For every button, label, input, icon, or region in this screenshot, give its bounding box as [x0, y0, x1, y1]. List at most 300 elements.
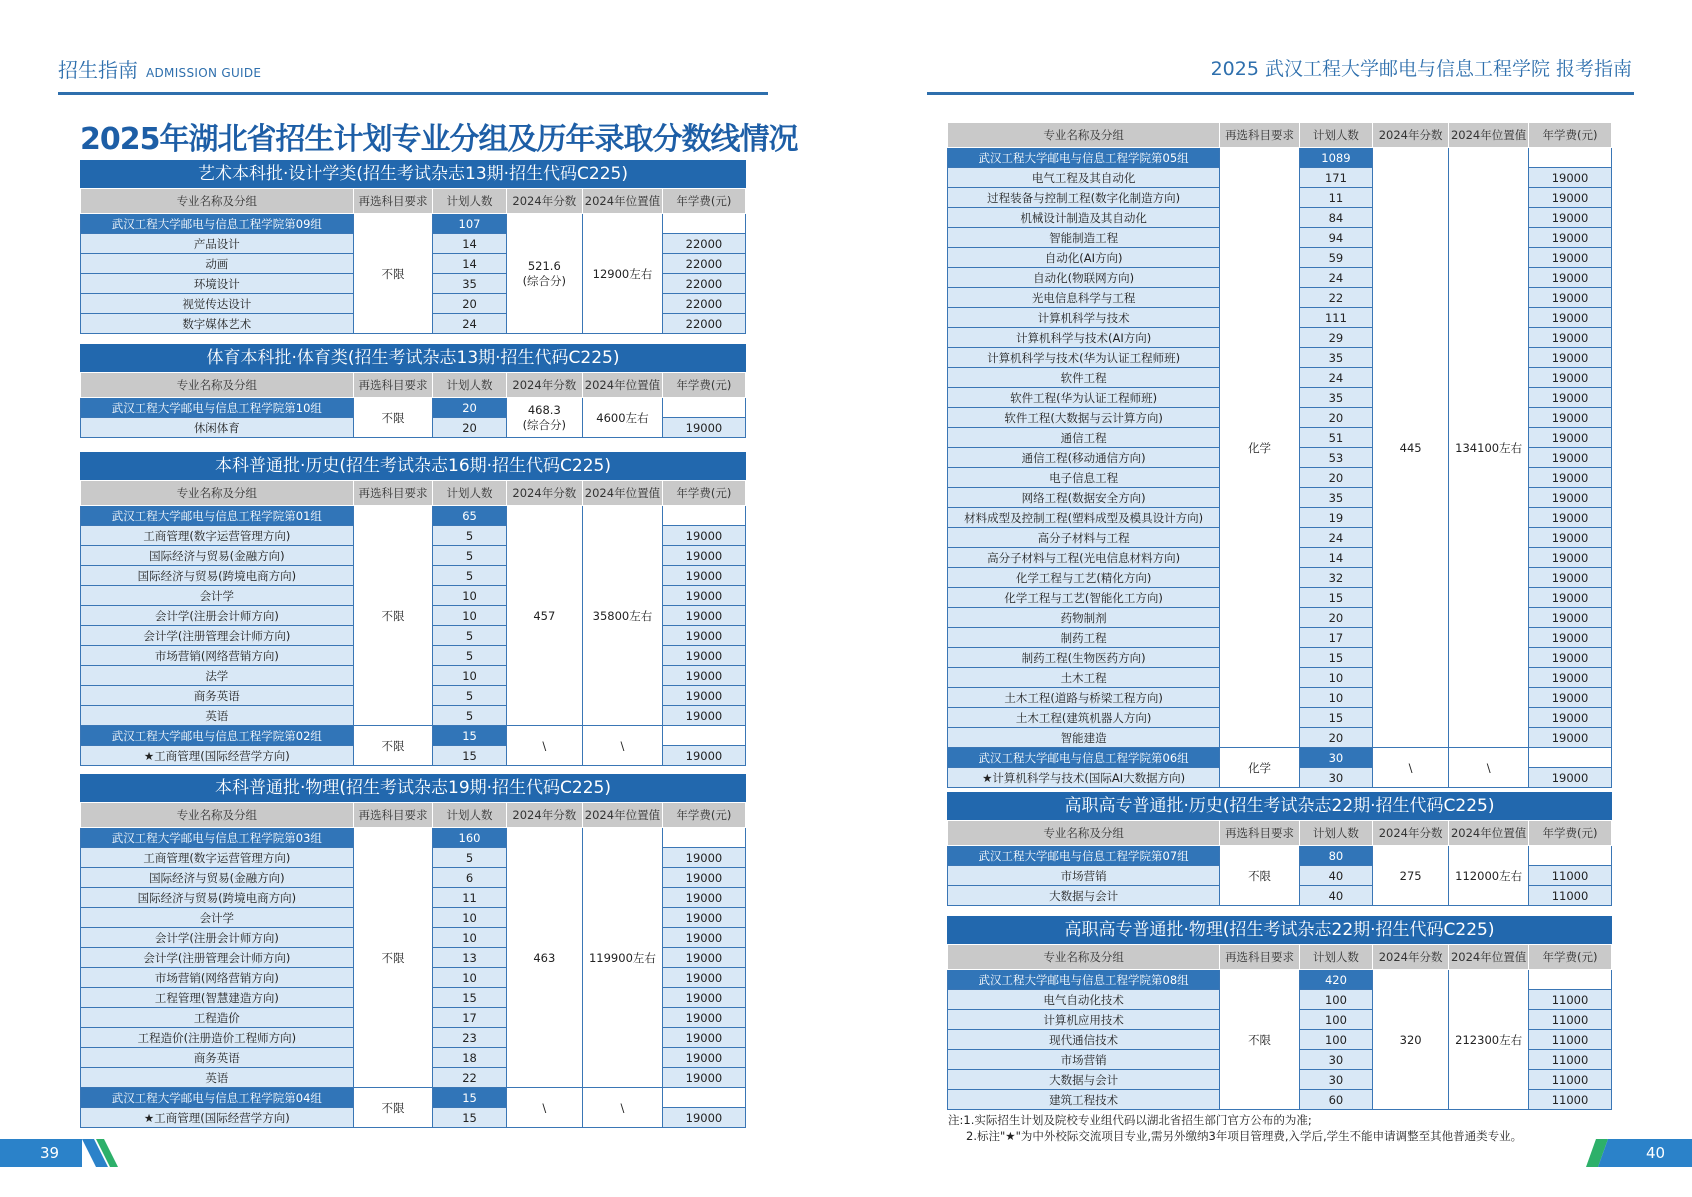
fee-empty [662, 398, 745, 418]
major-fee: 19000 [1528, 648, 1611, 668]
fee-empty [662, 1088, 745, 1108]
page-number-left: 39 [40, 1144, 60, 1162]
major-count: 15 [1299, 648, 1372, 668]
subject-requirement: 不限 [353, 726, 433, 766]
major-count: 20 [1299, 408, 1372, 428]
column-header: 2024年分数 [506, 189, 582, 214]
group-row [948, 970, 1612, 990]
rank-2024: 119900左右 [583, 828, 663, 1088]
column-header: 再选科目要求 [353, 373, 433, 398]
major-name: 数字媒体艺术 [81, 314, 354, 334]
major-count: 5 [433, 626, 506, 646]
major-name: 会计学(注册会计师方向) [81, 606, 354, 626]
major-count: 10 [433, 968, 506, 988]
column-header: 年学费(元) [662, 803, 745, 828]
admission-table [947, 122, 1612, 788]
major-count: 10 [433, 666, 506, 686]
major-fee: 19000 [1528, 688, 1611, 708]
major-name: 光电信息科学与工程 [948, 288, 1220, 308]
major-count: 30 [1299, 768, 1372, 788]
major-name: 市场营销(网络营销方向) [81, 968, 354, 988]
column-header: 2024年位置值 [583, 373, 663, 398]
section-title: 高职高专普通批·物理(招生考试杂志22期·招生代码C225) [947, 916, 1612, 944]
major-name: 商务英语 [81, 686, 354, 706]
major-fee: 22000 [662, 294, 745, 314]
score-2024: 463 [533, 950, 556, 965]
major-name: 会计学(注册管理会计师方向) [81, 626, 354, 646]
score-cell [1372, 148, 1448, 748]
subject-requirement: 不限 [353, 214, 433, 334]
major-count: 10 [1299, 688, 1372, 708]
column-header: 计划人数 [1299, 821, 1372, 846]
major-name: 会计学 [81, 908, 354, 928]
column-header: 计划人数 [433, 803, 506, 828]
column-header: 2024年分数 [1372, 945, 1448, 970]
major-fee: 19000 [662, 566, 745, 586]
major-name: 制药工程(生物医药方向) [948, 648, 1220, 668]
fee-empty [662, 828, 745, 848]
subject-requirement: 化学 [1220, 148, 1300, 748]
group-count: 30 [1299, 748, 1372, 768]
column-header: 再选科目要求 [353, 803, 433, 828]
fee-empty [662, 726, 745, 746]
score-cell [1372, 846, 1448, 906]
rank-2024: \ [583, 1088, 663, 1128]
major-fee: 19000 [1528, 208, 1611, 228]
major-count: 15 [1299, 588, 1372, 608]
major-fee: 19000 [1528, 388, 1611, 408]
major-name: 计算机科学与技术(AI方向) [948, 328, 1220, 348]
section-title: 本科普通批·历史(招生考试杂志16期·招生代码C225) [80, 452, 746, 480]
section-title: 本科普通批·物理(招生考试杂志19期·招生代码C225) [80, 774, 746, 802]
section-physics [80, 774, 746, 1128]
rank-2024: \ [583, 726, 663, 766]
major-fee: 19000 [662, 706, 745, 726]
major-count: 51 [1299, 428, 1372, 448]
rank-2024: 134100左右 [1449, 148, 1529, 748]
major-count: 15 [1299, 708, 1372, 728]
major-name: 动画 [81, 254, 354, 274]
major-name: 计算机应用技术 [948, 1010, 1220, 1030]
major-name: 工程造价(注册造价工程师方向) [81, 1028, 354, 1048]
major-fee: 19000 [662, 646, 745, 666]
major-count: 17 [433, 1008, 506, 1028]
major-name: 软件工程(华为认证工程师班) [948, 388, 1220, 408]
subject-requirement: 不限 [1220, 846, 1300, 906]
group-count: 160 [433, 828, 506, 848]
major-count: 10 [433, 606, 506, 626]
major-fee: 19000 [1528, 308, 1611, 328]
major-count: 22 [433, 1068, 506, 1088]
section-history [80, 452, 746, 766]
fee-empty [1528, 846, 1611, 866]
rank-2024: 12900左右 [583, 214, 663, 334]
column-header-row [81, 189, 746, 214]
major-fee: 19000 [1528, 428, 1611, 448]
group-row [948, 846, 1612, 866]
left-footer-ribbon [0, 1139, 120, 1167]
major-fee: 19000 [662, 908, 745, 928]
section-art [80, 160, 746, 334]
right-footer-ribbon [1572, 1139, 1692, 1167]
major-count: 14 [433, 254, 506, 274]
major-name: 智能制造工程 [948, 228, 1220, 248]
major-fee: 19000 [1528, 608, 1611, 628]
major-count: 100 [1299, 990, 1372, 1010]
group-count: 80 [1299, 846, 1372, 866]
score-cell [506, 726, 582, 766]
score-note: (综合分) [522, 417, 567, 432]
major-fee: 19000 [662, 418, 745, 438]
major-fee: 19000 [662, 1108, 745, 1128]
group-name: 武汉工程大学邮电与信息工程学院第05组 [948, 148, 1220, 168]
right-footer [1572, 1139, 1692, 1167]
column-header: 专业名称及分组 [81, 189, 354, 214]
column-header-row [81, 803, 746, 828]
column-header: 专业名称及分组 [81, 373, 354, 398]
major-count: 14 [433, 234, 506, 254]
left-header [58, 54, 261, 83]
major-fee: 19000 [662, 968, 745, 988]
major-name: 自动化(物联网方向) [948, 268, 1220, 288]
major-name: 通信工程 [948, 428, 1220, 448]
major-count: 24 [433, 314, 506, 334]
major-count: 35 [1299, 348, 1372, 368]
major-count: 24 [1299, 268, 1372, 288]
score-cell [506, 1088, 582, 1128]
group-name: 武汉工程大学邮电与信息工程学院第01组 [81, 506, 354, 526]
major-fee: 19000 [1528, 168, 1611, 188]
major-fee: 19000 [1528, 768, 1611, 788]
major-count: 35 [433, 274, 506, 294]
major-count: 5 [433, 546, 506, 566]
note-2: 2.标注"★"为中外校际交流项目专业,需另外缴纳3年项目管理费,入学后,学生不能申请调整至其他普通类专业。 [966, 1129, 1523, 1143]
score-2024: \ [542, 738, 547, 753]
group-row [81, 828, 746, 848]
major-count: 40 [1299, 886, 1372, 906]
major-count: 30 [1299, 1070, 1372, 1090]
major-name: 机械设计制造及其自动化 [948, 208, 1220, 228]
major-fee: 19000 [662, 988, 745, 1008]
column-header: 2024年位置值 [1449, 123, 1529, 148]
rank-2024: 35800左右 [583, 506, 663, 726]
major-name: 法学 [81, 666, 354, 686]
major-fee: 19000 [662, 1068, 745, 1088]
admission-table [947, 944, 1612, 1110]
major-count: 35 [1299, 388, 1372, 408]
column-header: 计划人数 [1299, 123, 1372, 148]
major-count: 15 [433, 746, 506, 766]
major-count: 5 [433, 848, 506, 868]
section-sports [80, 344, 746, 438]
major-name: 建筑工程技术 [948, 1090, 1220, 1110]
major-name: 市场营销 [948, 1050, 1220, 1070]
column-header: 专业名称及分组 [948, 821, 1220, 846]
column-header: 2024年分数 [1372, 123, 1448, 148]
major-name: 环境设计 [81, 274, 354, 294]
major-count: 5 [433, 646, 506, 666]
group-count: 15 [433, 726, 506, 746]
major-name: 国际经济与贸易(金融方向) [81, 546, 354, 566]
score-2024: \ [542, 1100, 547, 1115]
column-header: 再选科目要求 [353, 481, 433, 506]
major-name: 计算机科学与技术(华为认证工程师班) [948, 348, 1220, 368]
score-note: (综合分) [522, 273, 567, 288]
major-fee: 19000 [1528, 348, 1611, 368]
major-count: 18 [433, 1048, 506, 1068]
major-name: 土木工程 [948, 668, 1220, 688]
major-count: 10 [433, 586, 506, 606]
major-count: 10 [433, 908, 506, 928]
major-name: 会计学(注册会计师方向) [81, 928, 354, 948]
score-2024: 445 [1399, 440, 1422, 455]
left-header-subtitle: ADMISSION GUIDE [146, 66, 262, 80]
major-fee: 19000 [1528, 248, 1611, 268]
major-name: 土木工程(建筑机器人方向) [948, 708, 1220, 728]
column-header: 2024年分数 [506, 373, 582, 398]
major-count: 6 [433, 868, 506, 888]
group-name: 武汉工程大学邮电与信息工程学院第02组 [81, 726, 354, 746]
group-name: 武汉工程大学邮电与信息工程学院第08组 [948, 970, 1220, 990]
score-cell [1372, 748, 1448, 788]
column-header: 2024年分数 [506, 481, 582, 506]
score-cell [506, 398, 582, 438]
page-title: 2025年湖北省招生计划专业分组及历年录取分数线情况 [80, 122, 798, 157]
column-header: 计划人数 [1299, 945, 1372, 970]
column-header: 年学费(元) [1528, 123, 1611, 148]
major-count: 11 [433, 888, 506, 908]
major-fee: 11000 [1528, 886, 1611, 906]
column-header: 计划人数 [433, 189, 506, 214]
major-count: 29 [1299, 328, 1372, 348]
major-name: ★计算机科学与技术(国际AI大数据方向) [948, 768, 1220, 788]
major-name: 国际经济与贸易(金融方向) [81, 868, 354, 888]
major-count: 20 [433, 418, 506, 438]
right-header: 2025 武汉工程大学邮电与信息工程学院 报考指南 [1210, 58, 1632, 80]
major-fee: 22000 [662, 314, 745, 334]
major-name: ★工商管理(国际经营学方向) [81, 1108, 354, 1128]
major-fee: 19000 [1528, 548, 1611, 568]
major-count: 84 [1299, 208, 1372, 228]
major-fee: 19000 [1528, 528, 1611, 548]
admission-table [80, 188, 746, 334]
major-name: ★工商管理(国际经营学方向) [81, 746, 354, 766]
page-number-right: 40 [1646, 1144, 1666, 1162]
major-name: 化学工程与工艺(精化方向) [948, 568, 1220, 588]
major-count: 20 [1299, 608, 1372, 628]
major-fee: 19000 [662, 686, 745, 706]
fee-empty [1528, 970, 1611, 990]
major-fee: 19000 [1528, 368, 1611, 388]
major-name: 药物制剂 [948, 608, 1220, 628]
major-fee: 19000 [1528, 448, 1611, 468]
major-name: 市场营销(网络营销方向) [81, 646, 354, 666]
subject-requirement: 不限 [353, 398, 433, 438]
rank-2024: 4600左右 [583, 398, 663, 438]
column-header: 2024年位置值 [583, 803, 663, 828]
major-name: 会计学(注册管理会计师方向) [81, 948, 354, 968]
major-fee: 19000 [1528, 468, 1611, 488]
column-header: 再选科目要求 [1220, 123, 1300, 148]
major-name: 商务英语 [81, 1048, 354, 1068]
major-fee: 19000 [662, 526, 745, 546]
major-name: 国际经济与贸易(跨境电商方向) [81, 888, 354, 908]
group-count: 20 [433, 398, 506, 418]
score-2024: 457 [533, 608, 556, 623]
major-name: 化学工程与工艺(智能化工方向) [948, 588, 1220, 608]
major-fee: 19000 [662, 1008, 745, 1028]
major-fee: 11000 [1528, 1050, 1611, 1070]
major-fee: 19000 [662, 1048, 745, 1068]
group-name: 武汉工程大学邮电与信息工程学院第07组 [948, 846, 1220, 866]
major-count: 11 [1299, 188, 1372, 208]
major-name: 制药工程 [948, 628, 1220, 648]
column-header: 计划人数 [433, 481, 506, 506]
major-fee: 19000 [662, 948, 745, 968]
major-count: 5 [433, 706, 506, 726]
major-count: 15 [433, 1108, 506, 1128]
group-row [81, 398, 746, 418]
subject-requirement: 不限 [353, 828, 433, 1088]
major-name: 工商管理(数字运营管理方向) [81, 526, 354, 546]
rank-2024: 112000左右 [1449, 846, 1529, 906]
group-count: 15 [433, 1088, 506, 1108]
major-count: 100 [1299, 1010, 1372, 1030]
major-count: 5 [433, 526, 506, 546]
fee-empty [662, 214, 745, 234]
score-2024: 320 [1399, 1032, 1422, 1047]
major-name: 网络工程(数据安全方向) [948, 488, 1220, 508]
score-cell [506, 828, 582, 1088]
column-header: 年学费(元) [662, 373, 745, 398]
subject-requirement: 不限 [1220, 970, 1300, 1110]
major-name: 休闲体育 [81, 418, 354, 438]
major-name: 市场营销 [948, 866, 1220, 886]
column-header: 专业名称及分组 [81, 803, 354, 828]
major-name: 英语 [81, 1068, 354, 1088]
score-2024: 468.3 [527, 402, 561, 417]
major-name: 智能建造 [948, 728, 1220, 748]
major-fee: 22000 [662, 254, 745, 274]
major-name: 土木工程(道路与桥梁工程方向) [948, 688, 1220, 708]
major-name: 会计学 [81, 586, 354, 606]
major-name: 工程造价 [81, 1008, 354, 1028]
column-header-row [81, 481, 746, 506]
column-header: 专业名称及分组 [948, 945, 1220, 970]
fee-empty [662, 506, 745, 526]
major-name: 高分子材料与工程(光电信息材料方向) [948, 548, 1220, 568]
column-header: 2024年位置值 [583, 189, 663, 214]
major-name: 现代通信技术 [948, 1030, 1220, 1050]
major-name: 软件工程 [948, 368, 1220, 388]
major-fee: 19000 [1528, 588, 1611, 608]
major-count: 14 [1299, 548, 1372, 568]
major-count: 10 [433, 928, 506, 948]
column-header-row [948, 821, 1612, 846]
column-header: 年学费(元) [1528, 945, 1611, 970]
major-fee: 19000 [1528, 728, 1611, 748]
major-count: 20 [1299, 468, 1372, 488]
group-row [948, 148, 1612, 168]
major-name: 电子信息工程 [948, 468, 1220, 488]
major-count: 53 [1299, 448, 1372, 468]
major-count: 15 [433, 988, 506, 1008]
major-count: 94 [1299, 228, 1372, 248]
major-name: 高分子材料与工程 [948, 528, 1220, 548]
column-header-row [948, 123, 1612, 148]
major-fee: 11000 [1528, 1070, 1611, 1090]
column-header: 专业名称及分组 [81, 481, 354, 506]
major-fee: 19000 [1528, 328, 1611, 348]
major-fee: 11000 [1528, 1010, 1611, 1030]
major-count: 19 [1299, 508, 1372, 528]
section-title: 体育本科批·体育类(招生考试杂志13期·招生代码C225) [80, 344, 746, 372]
admission-table [80, 372, 746, 438]
subject-requirement: 化学 [1220, 748, 1300, 788]
fee-empty [1528, 148, 1611, 168]
column-header-row [948, 945, 1612, 970]
major-name: 计算机科学与技术 [948, 308, 1220, 328]
group-count: 65 [433, 506, 506, 526]
major-name: 视觉传达设计 [81, 294, 354, 314]
major-name: 过程装备与控制工程(数字化制造方向) [948, 188, 1220, 208]
major-name: 软件工程(大数据与云计算方向) [948, 408, 1220, 428]
major-count: 10 [1299, 668, 1372, 688]
column-header: 年学费(元) [1528, 821, 1611, 846]
section-title: 高职高专普通批·历史(招生考试杂志22期·招生代码C225) [947, 792, 1612, 820]
major-fee: 19000 [1528, 268, 1611, 288]
major-fee: 19000 [662, 666, 745, 686]
group-name: 武汉工程大学邮电与信息工程学院第03组 [81, 828, 354, 848]
rank-2024: \ [1449, 748, 1529, 788]
major-count: 13 [433, 948, 506, 968]
left-footer [0, 1139, 120, 1167]
major-fee: 19000 [662, 606, 745, 626]
column-header: 2024年位置值 [583, 481, 663, 506]
major-fee: 19000 [1528, 228, 1611, 248]
admission-table [80, 480, 746, 766]
left-header-title: 招生指南 [58, 58, 138, 82]
score-cell [506, 214, 582, 334]
major-name: 工程管理(智慧建造方向) [81, 988, 354, 1008]
major-count: 30 [1299, 1050, 1372, 1070]
major-name: 材料成型及控制工程(塑料成型及模具设计方向) [948, 508, 1220, 528]
group-row [81, 1088, 746, 1108]
major-fee: 19000 [1528, 568, 1611, 588]
admission-table [947, 820, 1612, 906]
major-count: 22 [1299, 288, 1372, 308]
major-fee: 19000 [1528, 188, 1611, 208]
column-header: 2024年位置值 [1449, 945, 1529, 970]
major-name: 电气工程及其自动化 [948, 168, 1220, 188]
column-header-row [81, 373, 746, 398]
group-name: 武汉工程大学邮电与信息工程学院第09组 [81, 214, 354, 234]
major-count: 17 [1299, 628, 1372, 648]
major-fee: 19000 [662, 928, 745, 948]
column-header: 年学费(元) [662, 481, 745, 506]
major-fee: 19000 [662, 1028, 745, 1048]
major-count: 24 [1299, 528, 1372, 548]
major-name: 通信工程(移动通信方向) [948, 448, 1220, 468]
subject-requirement: 不限 [353, 506, 433, 726]
major-fee: 19000 [1528, 708, 1611, 728]
major-count: 24 [1299, 368, 1372, 388]
column-header: 2024年位置值 [1449, 821, 1529, 846]
rank-2024: 212300左右 [1449, 970, 1529, 1110]
column-header: 计划人数 [433, 373, 506, 398]
group-row [81, 506, 746, 526]
column-header: 年学费(元) [662, 189, 745, 214]
